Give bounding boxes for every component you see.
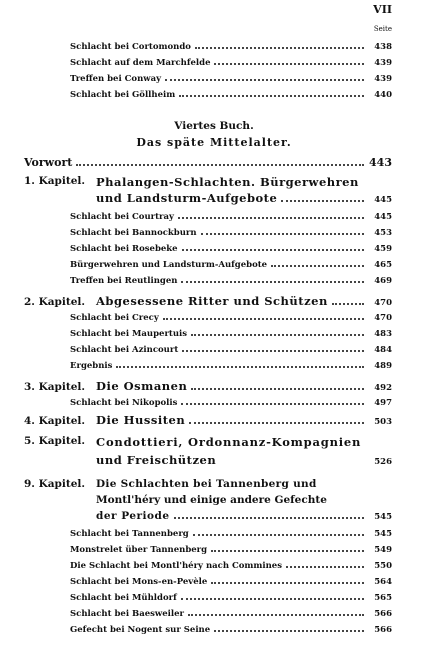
toc-vorwort <box>24 156 392 169</box>
toc-entry <box>70 311 392 323</box>
toc-entry <box>70 591 392 603</box>
toc-entry-label: Monstrelet über Tannenberg <box>70 545 208 555</box>
toc-entry-label: Gefecht bei Nogent sur Seine <box>70 625 211 635</box>
toc-entry <box>70 88 392 100</box>
toc-entry <box>70 607 392 619</box>
toc-entry-label: Ergebnis <box>70 361 113 371</box>
toc-entry-page: 440 <box>374 90 392 100</box>
toc-entry <box>70 226 392 238</box>
toc-entry-label: Schlacht bei Mons-en-Pevèle <box>70 577 208 587</box>
toc-entry-label: Schlacht bei Baesweiler <box>70 609 184 619</box>
toc-entry-page: 566 <box>374 609 392 619</box>
chapter-title-line: Die Schlachten bei Tannenberg und <box>96 478 317 490</box>
dot-leader <box>214 630 364 632</box>
dot-leader <box>211 582 364 584</box>
toc-entry-label: Schlacht bei Maupertuis <box>70 329 188 339</box>
dot-leader <box>181 403 364 405</box>
toc-entry-page: 489 <box>374 361 392 371</box>
chapter-number: 3. Kapitel. <box>24 381 86 393</box>
toc-entry <box>70 274 392 286</box>
toc-entry-label: Schlacht bei Cortomondo <box>70 42 191 52</box>
toc-entry <box>70 575 392 587</box>
chapter-heading <box>24 413 392 427</box>
toc-entry-label: Treffen bei Conway <box>70 74 162 84</box>
chapter-title-line: Phalangen-Schlachten. Bürgerwehren <box>96 175 359 189</box>
toc-entry-label: Schlacht bei Rosebeke <box>70 244 178 254</box>
chapter-title-line: der Periode <box>96 510 170 522</box>
dot-leader <box>116 366 364 368</box>
chapter-title-line: Die Hussiten <box>96 413 186 427</box>
dot-leader <box>332 303 364 305</box>
chapter-page: 492 <box>374 383 392 393</box>
book-title: Viertes Buch. <box>174 120 254 132</box>
dot-leader <box>179 95 364 97</box>
chapter-page: 445 <box>374 195 392 205</box>
chapter-number: 4. Kapitel. <box>24 415 86 427</box>
toc-entry <box>70 242 392 254</box>
toc-entry <box>70 210 392 222</box>
toc-entry <box>70 527 392 539</box>
toc-entry-page: 459 <box>374 244 392 254</box>
toc-entry-label: Schlacht bei Göllheim <box>70 90 176 100</box>
toc-entry-page: 550 <box>374 561 392 571</box>
toc-entry-page: 453 <box>374 228 392 238</box>
chapter-title-line-last <box>96 510 392 522</box>
dot-leader <box>165 79 364 81</box>
toc-entry-page: 549 <box>374 545 392 555</box>
dot-leader <box>174 517 364 519</box>
book-subtitle: Das späte Mittelalter. <box>136 136 292 149</box>
dot-leader <box>181 281 364 283</box>
toc-entry-page: 445 <box>374 212 392 222</box>
dot-leader <box>286 566 364 568</box>
chapter-number: 9. Kapitel. <box>24 478 86 490</box>
toc-entry <box>70 56 392 68</box>
dot-leader <box>193 534 364 536</box>
toc-entry-label: Schlacht bei Courtray <box>70 212 174 222</box>
toc-entry-page: 565 <box>374 593 392 603</box>
column-label: Seite <box>373 25 392 33</box>
dot-leader <box>181 598 364 600</box>
dot-leader <box>189 422 364 424</box>
toc-entry-label: Die Schlacht bei Montl'héry nach Commines <box>70 561 282 571</box>
toc-entry-page: 465 <box>374 260 392 270</box>
toc-entry <box>70 343 392 355</box>
toc-entry-page: 484 <box>374 345 392 355</box>
chapter-title-line-last <box>96 453 392 467</box>
chapter-heading <box>24 379 392 393</box>
toc-entry-label: Schlacht bei Mühldorf <box>70 593 177 603</box>
chapter-title-line: Condottieri, Ordonnanz-Kompagnien <box>96 435 362 449</box>
chapter-title-line: Die Osmanen <box>96 379 188 393</box>
dot-leader <box>178 217 364 219</box>
toc-entry-page: 564 <box>374 577 392 587</box>
toc-entry-page: 545 <box>374 529 392 539</box>
toc-entry <box>70 327 392 339</box>
toc-entry-page: 439 <box>374 74 392 84</box>
dot-leader <box>211 550 364 552</box>
dot-leader <box>191 334 364 336</box>
chapter-number: 5. Kapitel. <box>24 435 86 447</box>
dot-leader <box>201 233 364 235</box>
toc-entry <box>70 396 392 408</box>
toc-entry-page: 438 <box>374 42 392 52</box>
chapter-title-line: Abgesessene Ritter und Schützen <box>96 294 328 308</box>
toc-entry-label: Schlacht bei Azincourt <box>70 345 179 355</box>
dot-leader <box>182 350 364 352</box>
toc-entry-label: Schlacht bei Bannockburn <box>70 228 197 238</box>
chapter-number: 1. Kapitel. <box>24 175 86 187</box>
dot-leader <box>188 614 364 616</box>
dot-leader <box>163 318 364 320</box>
toc-entry-label: Schlacht auf dem Marchfelde <box>70 58 211 68</box>
chapter-page: 545 <box>374 512 392 522</box>
chapter-heading <box>24 294 392 308</box>
toc-entry-label: Schlacht bei Tannenberg <box>70 529 189 539</box>
chapter-page: 526 <box>374 457 392 467</box>
dot-leader <box>182 249 364 251</box>
toc-entry-page: 469 <box>374 276 392 286</box>
toc-entry <box>70 623 392 635</box>
chapter-title-line: Montl'héry und einige andere Gefechte <box>96 494 327 506</box>
chapter-page: 503 <box>374 417 392 427</box>
toc-entry-page: 483 <box>374 329 392 339</box>
toc-entry-page: 439 <box>374 58 392 68</box>
toc-entry <box>70 359 392 371</box>
page-number: VII <box>373 3 392 16</box>
toc-entry <box>70 72 392 84</box>
dot-leader <box>271 265 364 267</box>
toc-entry-label: Bürgerwehren und Landsturm-Aufgebote <box>70 260 268 270</box>
toc-entry <box>70 543 392 555</box>
chapter-title-line-last <box>96 191 392 205</box>
dot-leader <box>195 47 364 49</box>
chapter-number: 2. Kapitel. <box>24 296 86 308</box>
toc-entry-label: Vorwort <box>24 156 73 169</box>
chapter-page: 470 <box>374 298 392 308</box>
chapter-title-line: und Freischützen <box>96 453 217 467</box>
dot-leader <box>281 200 364 202</box>
toc-entry-label: Treffen bei Reutlingen <box>70 276 178 286</box>
toc-entry-page: 566 <box>374 625 392 635</box>
toc-entry-label: Schlacht bei Crecy <box>70 313 159 323</box>
dot-leader <box>214 63 364 65</box>
dot-leader <box>76 164 364 166</box>
toc-entry <box>70 559 392 571</box>
dot-leader <box>191 388 364 390</box>
toc-entry-page: 470 <box>374 313 392 323</box>
toc-entry-label: Schlacht bei Nikopolis <box>70 398 178 408</box>
toc-entry-page: 497 <box>374 398 392 408</box>
toc-entry <box>70 40 392 52</box>
toc-entry <box>70 258 392 270</box>
chapter-title-line: und Landsturm-Aufgebote <box>96 191 278 205</box>
toc-entry-page: 443 <box>369 156 392 169</box>
